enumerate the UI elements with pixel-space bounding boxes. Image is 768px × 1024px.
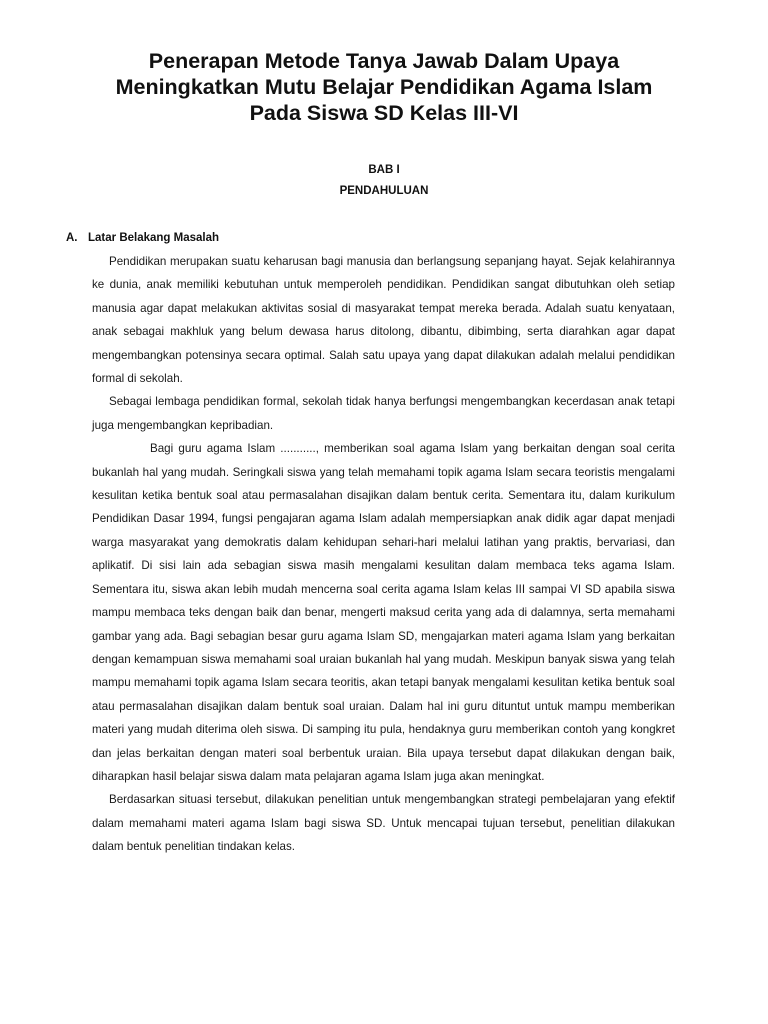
- section-heading: [66, 231, 219, 245]
- document-title: [60, 48, 708, 126]
- section-heading-text: Latar Belakang Masalah: [88, 232, 220, 244]
- chapter-label: BAB I: [368, 164, 400, 176]
- title-line-1: Penerapan Metode Tanya Jawab Dalam Upaya: [148, 49, 620, 73]
- paragraph-3: Bagi guru agama Islam ..........., memberikan soal agama Islam yang berkaitan dengan soal cerita bukanlah hal yang mudah. Seringkali siswa yang telah memahami topik agama Islam secara teoristis mengalami kesulitan ketika bentuk soal atau permasalahan disajikan dalam bentuk cerita. Sementara itu, dalam kurikulum Pendidikan Dasar 1994, fungsi pengajaran agama Islam adalah mempersiapkan anak didik agar dapat menjadi warga masyarakat yang demokratis dalam kehidupan sehari-hari melalui latihan yang praktis, bervariasi, dan aplikatif. Di sisi lain ada sebagian siswa masih mengalami kesulitan dalam membaca teks agama Islam. Sementara itu, siswa akan lebih mudah mencerna soal cerita agama Islam kelas III sampai VI SD apabila siswa mampu membaca teks dengan baik dan benar, mengerti maksud cerita yang ada di dalamnya, serta memahami gambar yang ada. Bagi sebagian besar guru agama Islam SD, mengajarkan materi agama Islam yang berkaitan dengan kemampuan siswa memahami soal uraian bukanlah hal yang mudah. Meskipun banyak siswa yang telah mampu memahami topik agama Islam secara teoritis, akan tetapi banyak mengalami kesulitan ketika bentuk soal atau permasalahan disajikan dalam bentuk soal uraian. Dalam hal ini guru dituntut untuk mampu memberikan materi yang mudah diterima oleh siswa. Di samping itu pula, hendaknya guru memberikan contoh yang kongkret dan jelas berkaitan dengan materi soal berbentuk uraian. Bila upaya tersebut dapat dilakukan dengan baik, diharapkan hasil belajar siswa dalam mata pelajaran agama Islam juga akan meningkat.: [92, 442, 675, 783]
- title-line-3: Pada Siswa SD Kelas III-VI: [249, 101, 519, 125]
- title-line-2: Meningkatkan Mutu Belajar Pendidikan Agama Islam: [115, 75, 653, 99]
- body-text: [92, 250, 675, 859]
- paragraph-2: Sebagai lembaga pendidikan formal, sekolah tidak hanya berfungsi mengembangkan kecerdasan anak tetapi juga mengembangkan kepribadian.: [92, 395, 675, 432]
- paragraph-1: Pendidikan merupakan suatu keharusan bagi manusia dan berlangsung sepanjang hayat. Sejak kelahirannya ke dunia, anak memiliki kebutuhan untuk memperoleh pendidikan. Pendidikan sangat dibutuhkan oleh setiap manusia agar dapat melakukan aktivitas sosial di masyarakat tempat mereka berada. Adalah suatu kenyataan, anak sebagai makhluk yang belum dewasa harus ditolong, dibantu, dibimbing, serta diarahkan agar dapat mengembangkan potensinya secara optimal. Salah satu upaya yang dapat dilakukan adalah melalui pendidikan formal di sekolah.: [92, 255, 675, 386]
- section-letter: A.: [66, 232, 78, 244]
- chapter-title: PENDAHULUAN: [339, 185, 429, 197]
- paragraph-4: Berdasarkan situasi tersebut, dilakukan penelitian untuk mengembangkan strategi pembelajaran yang efektif dalam memahami materi agama Islam bagi siswa SD. Untuk mencapai tujuan tersebut, penelitian dilakukan dalam bentuk penelitian tindakan kelas.: [92, 793, 675, 854]
